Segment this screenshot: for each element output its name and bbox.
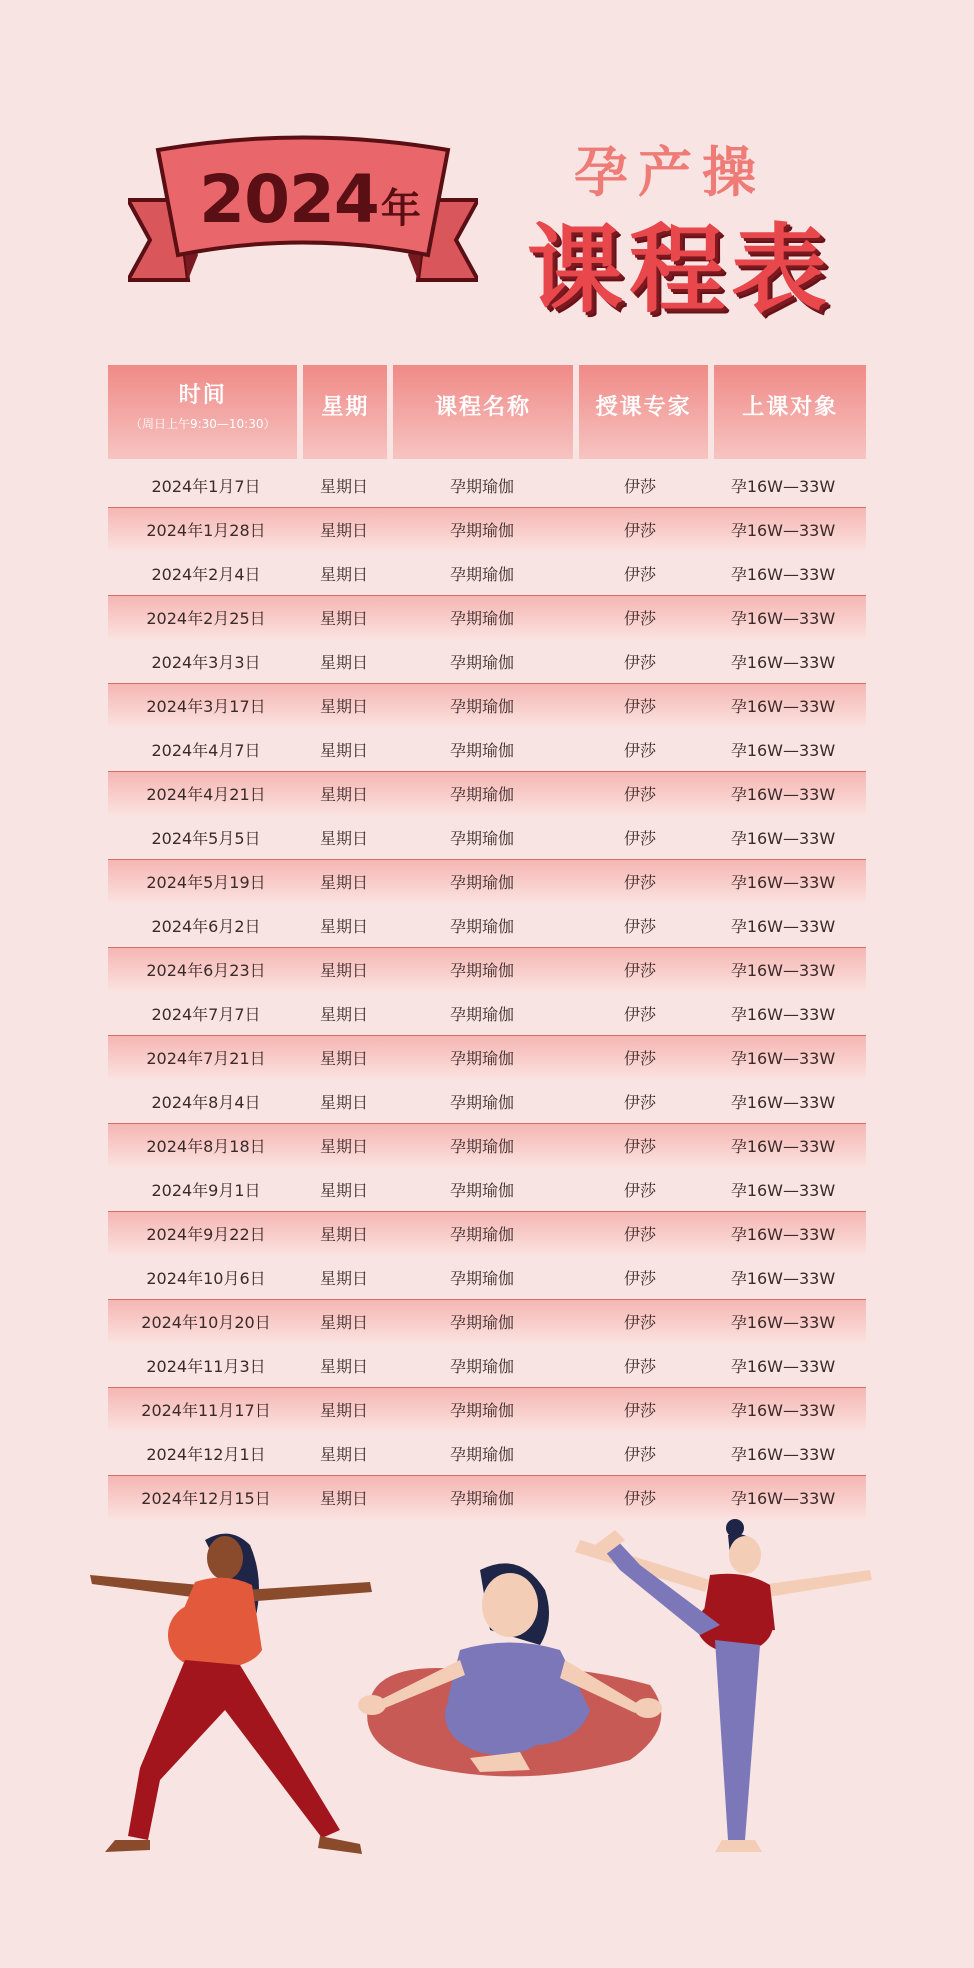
column-header-label: 授课专家	[595, 394, 692, 420]
cell-audience: 孕16W—33W	[730, 1313, 836, 1332]
cell-course: 孕期瑜伽	[449, 1180, 514, 1200]
cell-weekday: 星期日	[319, 1401, 368, 1420]
cell-audience: 孕16W—33W	[730, 873, 836, 892]
cell-audience: 孕16W—33W	[730, 652, 836, 672]
table-row	[108, 1167, 866, 1211]
cell-instructor: 伊莎	[623, 1444, 656, 1464]
cell-instructor: 伊莎	[623, 873, 656, 892]
table-row	[108, 991, 866, 1035]
cell-audience: 孕16W—33W	[730, 609, 836, 628]
table-row	[108, 595, 866, 639]
cell-audience: 孕16W—33W	[730, 785, 836, 804]
cell-date: 2024年1月7日	[151, 476, 261, 496]
cell-date: 2024年5月19日	[146, 873, 266, 892]
cell-weekday: 星期日	[319, 564, 368, 584]
cell-course: 孕期瑜伽	[449, 1004, 514, 1024]
cell-course: 孕期瑜伽	[449, 1092, 514, 1112]
cell-date: 2024年11月17日	[141, 1401, 271, 1420]
cell-date: 2024年6月23日	[146, 961, 266, 980]
cell-instructor: 伊莎	[623, 652, 656, 672]
cell-date: 2024年10月6日	[146, 1268, 266, 1288]
cell-instructor: 伊莎	[623, 1356, 656, 1376]
yoga-illustration	[0, 1510, 974, 1950]
cell-instructor: 伊莎	[623, 1137, 656, 1156]
table-row	[108, 1123, 866, 1167]
cell-audience: 孕16W—33W	[730, 961, 836, 980]
cell-weekday: 星期日	[319, 740, 368, 760]
cell-instructor: 伊莎	[623, 1180, 656, 1200]
cell-weekday: 星期日	[319, 828, 368, 848]
cell-weekday: 星期日	[319, 1225, 368, 1244]
cell-audience: 孕16W—33W	[730, 1180, 836, 1200]
cell-weekday: 星期日	[319, 916, 368, 936]
cell-weekday: 星期日	[319, 1268, 368, 1288]
cell-date: 2024年5月5日	[151, 828, 261, 848]
cell-course: 孕期瑜伽	[449, 1049, 514, 1068]
cell-date: 2024年3月17日	[146, 697, 266, 716]
cell-course: 孕期瑜伽	[449, 828, 514, 848]
table-row	[108, 639, 866, 683]
cell-weekday: 星期日	[319, 652, 368, 672]
cell-date: 2024年6月2日	[151, 916, 261, 936]
cell-course: 孕期瑜伽	[449, 785, 514, 804]
cell-date: 2024年12月1日	[146, 1444, 266, 1464]
cell-instructor: 伊莎	[623, 961, 656, 980]
cell-audience: 孕16W—33W	[730, 740, 836, 760]
cell-course: 孕期瑜伽	[449, 961, 514, 980]
table-row	[108, 815, 866, 859]
cell-instructor: 伊莎	[623, 1401, 656, 1420]
cell-course: 孕期瑜伽	[449, 1268, 514, 1288]
cell-instructor: 伊莎	[623, 697, 656, 716]
cell-weekday: 星期日	[319, 1444, 368, 1464]
column-header-weekday	[303, 365, 387, 459]
cell-course: 孕期瑜伽	[449, 916, 514, 936]
yoga-warrior-figure	[90, 1534, 372, 1854]
cell-course: 孕期瑜伽	[449, 476, 514, 496]
column-header-sublabel: （周日上午9:30—10:30）	[129, 417, 276, 431]
cell-audience: 孕16W—33W	[730, 564, 836, 584]
column-header-label: 时间	[178, 383, 227, 408]
cell-instructor: 伊莎	[623, 1268, 656, 1288]
cell-weekday: 星期日	[319, 1313, 368, 1332]
cell-instructor: 伊莎	[623, 1489, 656, 1508]
table-row	[108, 1343, 866, 1387]
cell-instructor: 伊莎	[623, 740, 656, 760]
schedule-table	[108, 365, 866, 1519]
cell-course: 孕期瑜伽	[449, 1401, 514, 1420]
page-title: 课程表	[527, 214, 833, 326]
column-header-label: 星期	[321, 394, 370, 420]
cell-course: 孕期瑜伽	[449, 740, 514, 760]
cell-course: 孕期瑜伽	[449, 609, 514, 628]
cell-weekday: 星期日	[319, 873, 368, 892]
cell-weekday: 星期日	[319, 785, 368, 804]
cell-date: 2024年2月4日	[151, 564, 261, 584]
cell-instructor: 伊莎	[623, 476, 656, 496]
subtitle: 孕产操	[574, 141, 766, 204]
table-row	[108, 683, 866, 727]
table-body	[108, 463, 866, 1519]
cell-course: 孕期瑜伽	[449, 1356, 514, 1376]
cell-date: 2024年3月3日	[151, 652, 261, 672]
cell-audience: 孕16W—33W	[730, 476, 836, 496]
cell-date: 2024年12月15日	[141, 1489, 271, 1508]
cell-audience: 孕16W—33W	[730, 1092, 836, 1112]
cell-weekday: 星期日	[319, 1180, 368, 1200]
cell-date: 2024年4月21日	[146, 785, 266, 804]
table-row	[108, 507, 866, 551]
cell-date: 2024年8月4日	[151, 1092, 261, 1112]
table-header	[108, 365, 866, 459]
cell-date: 2024年10月20日	[141, 1313, 271, 1332]
cell-weekday: 星期日	[319, 1004, 368, 1024]
cell-weekday: 星期日	[319, 1049, 368, 1068]
table-row	[108, 1079, 866, 1123]
cell-weekday: 星期日	[319, 476, 368, 496]
cell-date: 2024年8月18日	[146, 1137, 266, 1156]
cell-course: 孕期瑜伽	[449, 564, 514, 584]
cell-audience: 孕16W—33W	[730, 521, 836, 540]
column-header-time	[108, 365, 297, 459]
cell-weekday: 星期日	[319, 1137, 368, 1156]
cell-course: 孕期瑜伽	[449, 652, 514, 672]
cell-instructor: 伊莎	[623, 785, 656, 804]
column-header-audience	[714, 365, 866, 459]
cell-weekday: 星期日	[319, 961, 368, 980]
table-row	[108, 1035, 866, 1079]
cell-course: 孕期瑜伽	[449, 873, 514, 892]
cell-instructor: 伊莎	[623, 1004, 656, 1024]
table-row	[108, 1211, 866, 1255]
cell-course: 孕期瑜伽	[449, 1225, 514, 1244]
table-row	[108, 771, 866, 815]
table-row	[108, 1255, 866, 1299]
cell-course: 孕期瑜伽	[449, 1489, 514, 1508]
cell-date: 2024年11月3日	[146, 1356, 266, 1376]
table-row	[108, 947, 866, 991]
cell-instructor: 伊莎	[623, 1049, 656, 1068]
table-row	[108, 1387, 866, 1431]
cell-course: 孕期瑜伽	[449, 1137, 514, 1156]
cell-audience: 孕16W—33W	[730, 1356, 836, 1376]
cell-audience: 孕16W—33W	[730, 1225, 836, 1244]
cell-instructor: 伊莎	[623, 609, 656, 628]
year-label	[170, 160, 450, 240]
cell-audience: 孕16W—33W	[730, 1268, 836, 1288]
cell-audience: 孕16W—33W	[730, 697, 836, 716]
cell-instructor: 伊莎	[623, 1092, 656, 1112]
cell-audience: 孕16W—33W	[730, 1444, 836, 1464]
table-row	[108, 859, 866, 903]
cell-audience: 孕16W—33W	[730, 1004, 836, 1024]
column-header-course	[393, 365, 573, 459]
cell-course: 孕期瑜伽	[449, 1444, 514, 1464]
column-header-label: 课程名称	[435, 394, 532, 420]
column-header-label: 上课对象	[742, 394, 839, 420]
cell-instructor: 伊莎	[623, 564, 656, 584]
cell-date: 2024年1月28日	[146, 521, 266, 540]
table-row	[108, 551, 866, 595]
table-row	[108, 1431, 866, 1475]
cell-weekday: 星期日	[319, 697, 368, 716]
cell-instructor: 伊莎	[623, 828, 656, 848]
cell-course: 孕期瑜伽	[449, 697, 514, 716]
cell-weekday: 星期日	[319, 609, 368, 628]
cell-audience: 孕16W—33W	[730, 1489, 836, 1508]
year-number: 2024	[199, 161, 379, 238]
cell-weekday: 星期日	[319, 1356, 368, 1376]
cell-course: 孕期瑜伽	[449, 1313, 514, 1332]
cell-audience: 孕16W—33W	[730, 916, 836, 936]
cell-date: 2024年4月7日	[151, 740, 261, 760]
cell-date: 2024年7月7日	[151, 1004, 261, 1024]
cell-instructor: 伊莎	[623, 1313, 656, 1332]
cell-audience: 孕16W—33W	[730, 828, 836, 848]
cell-instructor: 伊莎	[623, 521, 656, 540]
table-row	[108, 463, 866, 507]
year-suffix: 年	[380, 186, 421, 232]
cell-date: 2024年2月25日	[146, 609, 266, 628]
table-row	[108, 1299, 866, 1343]
cell-instructor: 伊莎	[623, 1225, 656, 1244]
cell-course: 孕期瑜伽	[449, 521, 514, 540]
cell-audience: 孕16W—33W	[730, 1401, 836, 1420]
table-row	[108, 903, 866, 947]
cell-date: 2024年9月22日	[146, 1225, 266, 1244]
cell-date: 2024年9月1日	[151, 1180, 261, 1200]
cell-weekday: 星期日	[319, 1489, 368, 1508]
cell-audience: 孕16W—33W	[730, 1049, 836, 1068]
cell-instructor: 伊莎	[623, 916, 656, 936]
column-header-instructor	[579, 365, 709, 459]
cell-audience: 孕16W—33W	[730, 1137, 836, 1156]
table-row	[108, 727, 866, 771]
cell-date: 2024年7月21日	[146, 1049, 266, 1068]
cell-weekday: 星期日	[319, 521, 368, 540]
yoga-lotus-figure	[358, 1563, 662, 1776]
cell-weekday: 星期日	[319, 1092, 368, 1112]
